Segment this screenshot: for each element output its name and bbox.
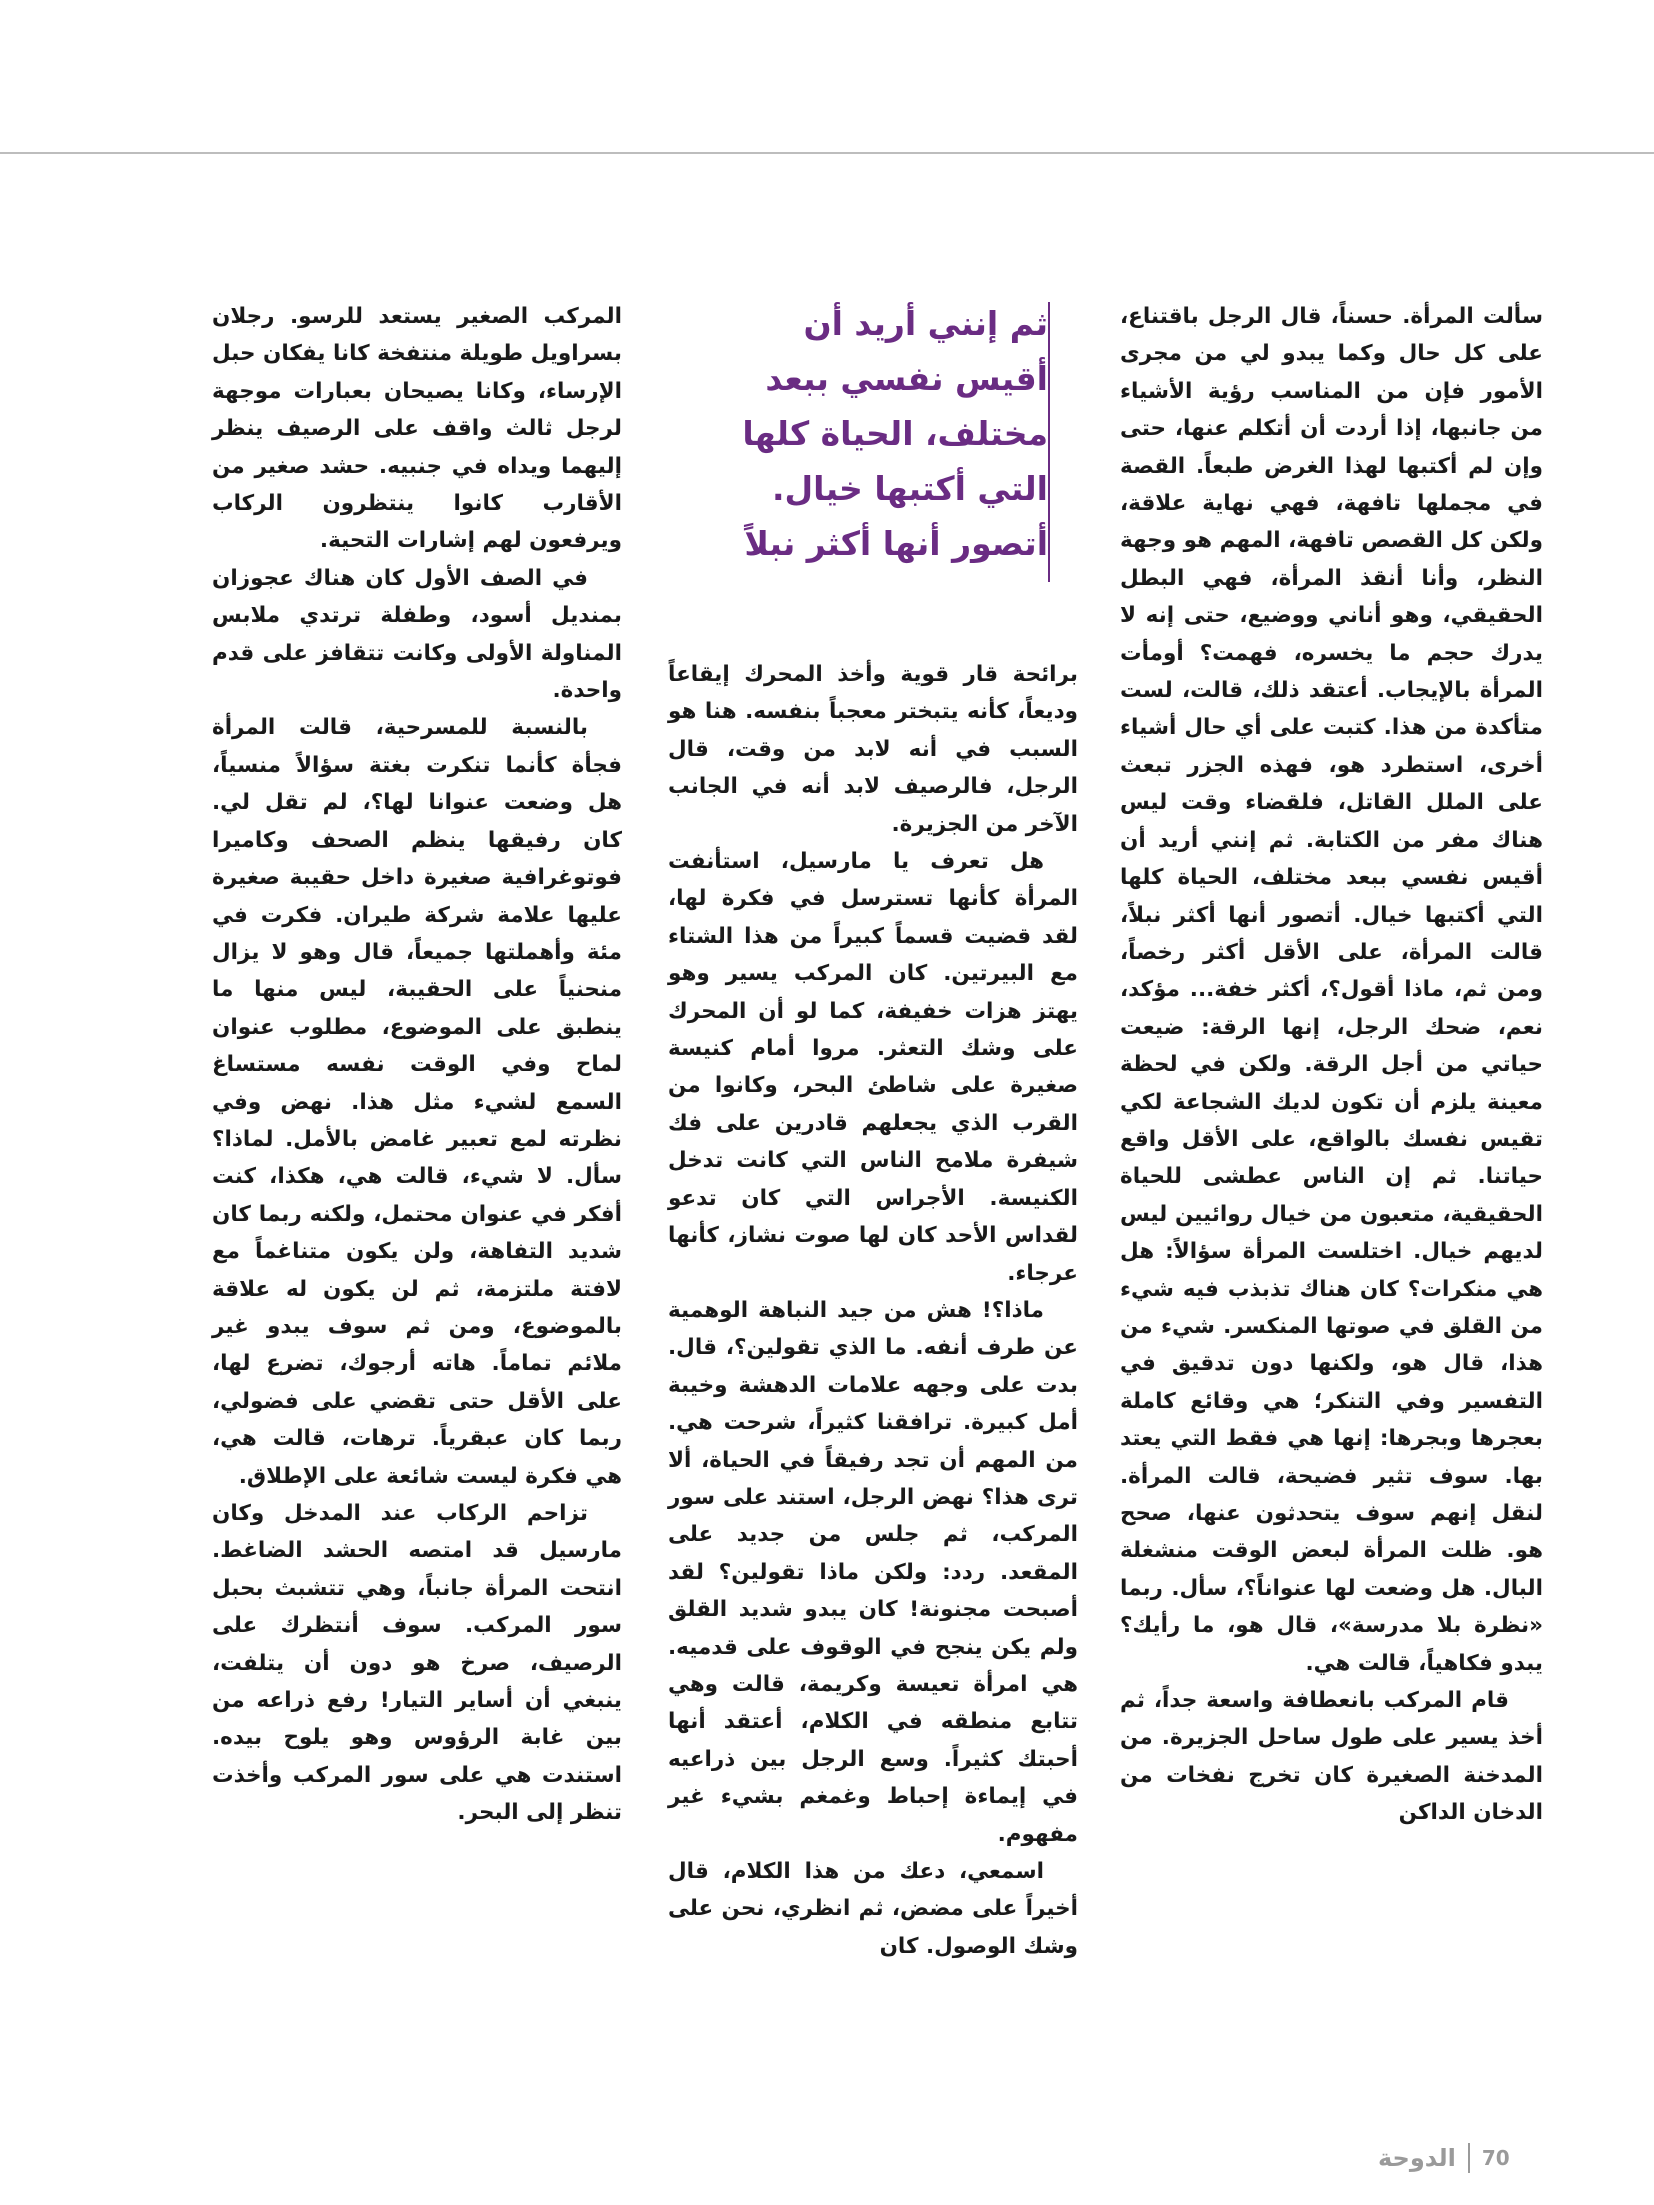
pull-quote-line: أتصور أنها أكثر نبلاً bbox=[744, 524, 1048, 563]
pull-quote-line: مختلف، الحياة كلها bbox=[742, 414, 1048, 453]
article-column-right bbox=[1120, 298, 1543, 1832]
pull-quote-rule bbox=[1048, 302, 1050, 582]
article-column-left bbox=[212, 298, 622, 1832]
footer-divider bbox=[1468, 2143, 1470, 2173]
article-paragraph: بالنسبة للمسرحية، قالت المرأة فجأة كأنما تنكرت بغتة سؤالاً منسياً، هل وضعت عنوانا لها؟، لم تقل لي. كان رفيقها ينظم الصحف وكاميرا فوتوغرافية صغيرة داخل حقيبة صغيرة عليها علامة شركة طيران. فكرت في مئة وأهملتها جميعاً، قال وهو لا يزال منحنياً على الحقيبة، ليس منها ما ينطبق على الموضوع، مطلوب عنوان لماح وفي الوقت نفسه مستساغ السمع لشيء مثل هذا. نهض وفي نظرته لمع تعبير غامض بالأمل. لماذا؟ سأل. لا شيء، قالت هي، هكذا، كنت أفكر في عنوان محتمل، ولكنه ربما كان شديد التفاهة، ولن يكون متناغماً مع لافتة ملتزمة، ثم لن يكون له علاقة بالموضوع، ومن ثم سوف يبدو غير ملائم تماماً. هاته أرجوك، تضرع لها، على الأقل حتى تقضي على فضولي، ربما كان عبقرياً. ترهات، قالت هي، هي فكرة ليست شائعة على الإطلاق. bbox=[212, 715, 622, 1489]
page-number: 70 bbox=[1481, 2146, 1510, 2170]
page-footer bbox=[1378, 2138, 1510, 2178]
header-divider bbox=[0, 152, 1654, 154]
article-paragraph: قام المركب بانعطافة واسعة جداً، ثم أخذ يسير على طول ساحل الجزيرة. من المدخنة الصغيرة كان تخرج نفخات من الدخان الداكن bbox=[1120, 1688, 1543, 1826]
article-paragraph: المركب الصغير يستعد للرسو. رجلان بسراويل طويلة منتفخة كانا يفكان حبل الإرساء، وكانا يصيحان بعبارات موجهة لرجل ثالث واقف على الرصيف ينظر إليهما ويداه في جنبيه. حشد صغير من الأقارب كانوا ينتظرون الركاب ويرفعون لهم إشارات التحية. bbox=[212, 304, 622, 554]
article-paragraph: سألت المرأة. حسناً، قال الرجل باقتناع، على كل حال وكما يبدو لي من مجرى الأمور فإن من المناسب رؤية الأشياء من جانبها، إذا أردت أن أتكلم عنها، حتى وإن لم أكتبها لهذا الغرض طبعاً. القصة في مجملها تافهة، فهي نهاية علاقة، ولكن كل القصص تافهة، المهم هو وجهة النظر، وأنا أنقذ المرأة، فهي البطل الحقيقي، وهو أناني ووضيع، حتى إنه لا يدرك حجم ما يخسره، فهمت؟ أومأت المرأة بالإيجاب. أعتقد ذلك، قالت، لست متأكدة من هذا. كتبت على أي حال أشياء أخرى، استطرد هو، فهذه الجزر تبعث على الملل القاتل، فلقضاء وقت ليس هناك مفر من الكتابة. ثم إنني أريد أن أقيس نفسي ببعد مختلف، الحياة كلها التي أكتبها خيال. أتصور أنها أكثر نبلاً، قالت المرأة، على الأقل أكثر رخصاً، ومن ثم، ماذا أقول؟، أكثر خفة... مؤكد، نعم، ضحك الرجل، إنها الرقة: ضيعت حياتي من أجل الرقة. ولكن في لحظة معينة يلزم أن تكون لديك الشجاعة لكي تقيس نفسك بالواقع، على الأقل واقع حياتنا. ثم إن الناس عطشى للحياة الحقيقية، متعبون من خيال روائيين ليس لديهم خيال. اختلست المرأة سؤالاً: هل هي منكرات؟ كان هناك تذبذب فيه شيء من القلق في صوتها المنكسر. شيء من هذا، قال هو، ولكنها دون تدقيق في التفسير وفي التنكر؛ هي وقائع كاملة بعجرها وبجرها: إنها هي فقط التي يعتد بها. سوف تثير فضيحة، قالت المرأة. لنقل إنهم سوف يتحدثون عنها، صحح هو. ظلت المرأة لبعض الوقت منشغلة البال. هل وضعت لها عنواناً؟، سأل. ربما «نظرة بلا مدرسة»، قال هو، ما رأيك؟ يبدو فكاهياً، قالت هي. bbox=[1120, 304, 1543, 1676]
article-paragraph: اسمعي، دعك من هذا الكلام، قال أخيراً على مضض، ثم انظري، نحن على وشك الوصول. كان bbox=[668, 1859, 1078, 1959]
pull-quote bbox=[668, 296, 1078, 584]
article-paragraph: ماذا؟! هش من جيد النباهة الوهمية عن طرف أنفه. ما الذي تقولين؟، قال. بدت على وجهه علامات الدهشة وخيبة أمل كبيرة. ترافقنا كثيراً، شرحت هي. من المهم أن تجد رفيقاً في الحياة، ألا ترى هذا؟ نهض الرجل، استند على سور المركب، ثم جلس من جديد على المقعد. ردد: ولكن ماذا تقولين؟ لقد أصبحت مجنونة! كان يبدو شديد القلق ولم يكن ينجح في الوقوف على قدميه. هي امرأة تعيسة وكريمة، قالت وهي تتابع منطقه في الكلام، أعتقد أنها أحبتك كثيراً. وسع الرجل بين ذراعيه في إيماءة إحباط وغمغم بشيء غير مفهوم. bbox=[668, 1297, 1078, 1847]
article-column-middle bbox=[668, 656, 1078, 1965]
pull-quote-line: التي أكتبها خيال. bbox=[772, 469, 1048, 508]
magazine-logo: الدوحة bbox=[1378, 2144, 1456, 2172]
article-paragraph: برائحة قار قوية وأخذ المحرك إيقاعاً وديعاً، كأنه يتبختر معجباً بنفسه. هنا هو السبب في أنه لابد من وقت، قال الرجل، فالرصيف لابد أنه في الجانب الآخر من الجزيرة. bbox=[668, 662, 1078, 837]
pull-quote-line: أقيس نفسي ببعد bbox=[765, 359, 1048, 398]
article-paragraph: في الصف الأول كان هناك عجوزان بمنديل أسود، وطفلة ترتدي ملابس المناولة الأولى وكانت تتقافز على قدم واحدة. bbox=[212, 565, 622, 704]
article-paragraph: تزاحم الركاب عند المدخل وكان مارسيل قد امتصه الحشد الضاغط. انتحت المرأة جانباً، وهي تتشبث بحبل سور المركب. سوف أنتظرك على الرصيف، صرخ هو دون أن يتلفت، ينبغي أن أساير التيار! رفع ذراعه من بين غابة الرؤوس وهو يلوح بيده. استندت هي على سور المركب وأخذت تنظر إلى البحر. bbox=[212, 1501, 622, 1826]
article-paragraph: هل تعرف يا مارسيل، استأنفت المرأة كأنها تسترسل في فكرة لها، لقد قضيت قسماً كبيراً من هذا الشتاء مع البيرتين. كان المركب يسير وهو يهتز هزات خفيفة، كما لو أن المحرك على وشك التعثر. مروا أمام كنيسة صغيرة على شاطئ البحر، وكانوا من القرب الذي يجعلهم قادرين على فك شيفرة ملامح الناس التي كانت تدخل الكنيسة. الأجراس التي كان تدعو لقداس الأحد كان لها صوت نشاز، كأنها عرجاء. bbox=[668, 849, 1078, 1286]
pull-quote-line: ثم إنني أريد أن bbox=[803, 304, 1048, 343]
